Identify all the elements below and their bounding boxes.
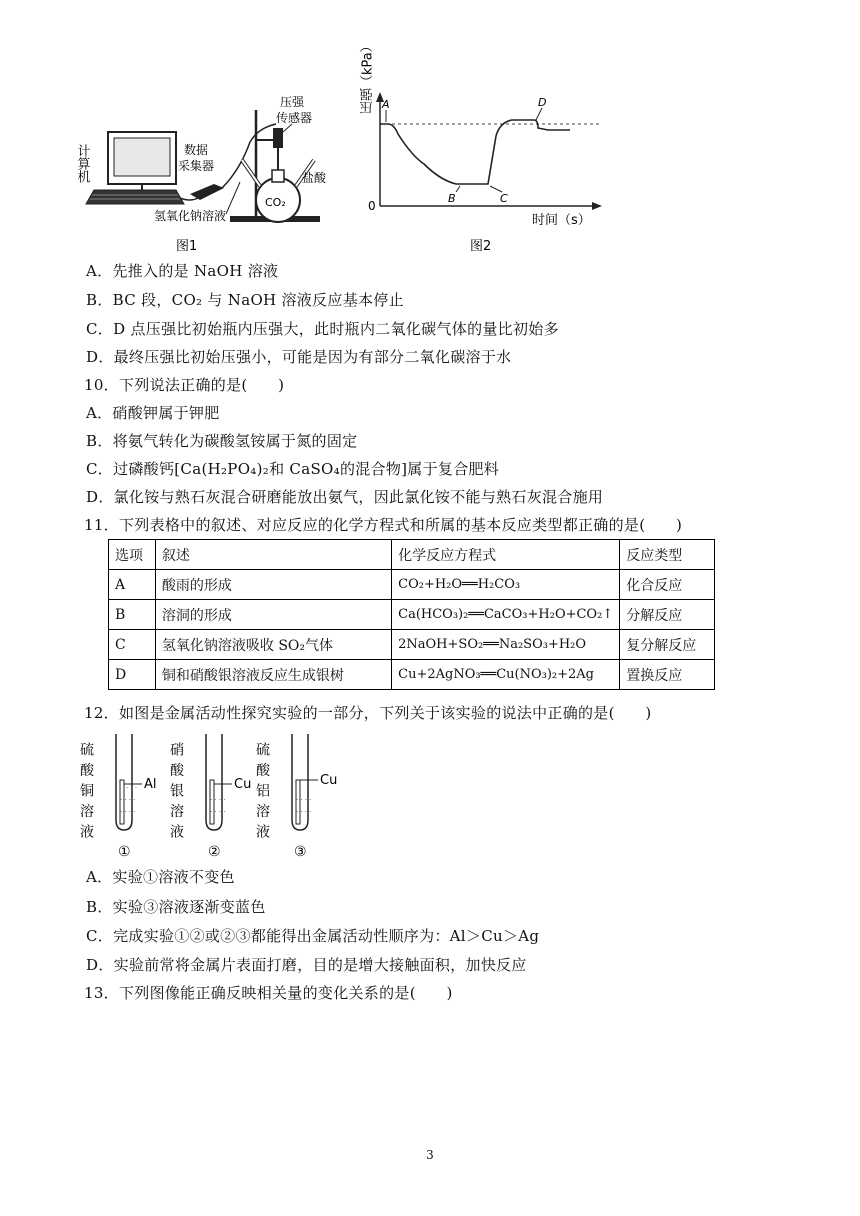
table-cell: A	[109, 570, 156, 600]
q11-table	[108, 539, 715, 690]
q12-title: 12．如图是金属活动性探究实验的一部分，下列关于该实验的说法中正确的是( )	[84, 704, 652, 722]
table-header: 选项	[109, 540, 156, 570]
table-header: 化学反应方程式	[392, 540, 620, 570]
q12-option-d: D．实验前常将金属片表面打磨，目的是增大接触面积，加快反应	[86, 956, 527, 974]
tube2-solution-label: 硝酸银溶液	[168, 742, 184, 838]
q11-title: 11．下列表格中的叙述、对应反应的化学方程式和所属的基本反应类型都正确的是( )	[84, 516, 683, 534]
figure-1-apparatus	[74, 90, 340, 258]
svg-text:· · · ·: · · · ·	[296, 796, 312, 804]
data-collector-icon	[190, 184, 224, 200]
point-d-label: D	[538, 96, 547, 109]
table-cell: B	[109, 600, 156, 630]
q12-option-b: B．实验③溶液逐渐变蓝色	[86, 898, 266, 916]
svg-text:· · · ·: · · · ·	[120, 808, 136, 816]
table-header: 叙述	[155, 540, 391, 570]
q12-option-a: A．实验①溶液不变色	[86, 868, 235, 886]
tube3-solution-label: 硫酸铝溶液	[254, 742, 270, 838]
q13-title: 13．下列图像能正确反映相关量的变化关系的是( )	[84, 984, 453, 1002]
pressure-curve	[380, 120, 570, 184]
computer-icon	[86, 132, 184, 204]
table-row	[109, 660, 715, 690]
tube1-metal-label: Al	[144, 777, 157, 792]
svg-text:· · · ·: · · · ·	[296, 808, 312, 816]
tube3-number: ③	[294, 844, 307, 860]
pressure-sensor-icon	[273, 128, 283, 174]
table-cell: CO₂+H₂O══H₂CO₃	[392, 570, 620, 600]
table-cell: Cu+2AgNO₃══Cu(NO₃)₂+2Ag	[392, 660, 620, 690]
svg-text:· · ·: · · ·	[126, 784, 138, 792]
tube2-number: ②	[208, 844, 221, 860]
y-axis-label: 压强（kPa）	[360, 39, 376, 114]
naoh-label: 氢氧化钠溶液	[154, 209, 227, 223]
figure1-caption: 图1	[176, 239, 198, 254]
tube3-metal-label: Cu	[320, 773, 338, 788]
q12-test-tubes	[80, 728, 350, 862]
table-cell: 置换反应	[620, 660, 715, 690]
tube2-metal-label: Cu	[234, 777, 252, 792]
page-number: 3	[426, 1148, 434, 1162]
tube1-number: ①	[118, 844, 131, 860]
q9-option-c: C．D 点压强比初始瓶内压强大，此时瓶内二氧化碳气体的量比初始多	[86, 320, 559, 338]
table-cell: 氢氧化钠溶液吸收 SO₂气体	[155, 630, 391, 660]
table-cell: 化合反应	[620, 570, 715, 600]
table-cell: 酸雨的形成	[155, 570, 391, 600]
q9-option-b: B．BC 段，CO₂ 与 NaOH 溶液反应基本停止	[86, 291, 404, 309]
point-c-label: C	[500, 192, 508, 205]
q10-option-c: C．过磷酸钙[Ca(H₂PO₄)₂和 CaSO₄的混合物]属于复合肥料	[86, 460, 500, 478]
hcl-label: 盐酸	[302, 171, 327, 185]
svg-text:· · · ·: · · · ·	[120, 796, 136, 804]
table-header-row	[109, 540, 715, 570]
table-row	[109, 630, 715, 660]
q10-option-d: D．氯化铵与熟石灰混合研磨能放出氨气，因此氯化铵不能与熟石灰混合施用	[86, 488, 604, 506]
flask-icon	[242, 160, 314, 222]
test-tube-2	[168, 734, 251, 860]
sensor-label-2: 传感器	[276, 111, 313, 125]
table-cell: D	[109, 660, 156, 690]
tube1-solution-label: 硫酸铜溶液	[78, 742, 94, 838]
q10-option-a: A．硝酸钾属于钾肥	[86, 404, 220, 422]
table-row	[109, 600, 715, 630]
table-cell: 铜和硝酸银溶液反应生成银树	[155, 660, 391, 690]
computer-label: 计算机	[74, 144, 90, 183]
figure-2-pressure-graph	[348, 39, 618, 258]
table-cell: 复分解反应	[620, 630, 715, 660]
q10-title: 10．下列说法正确的是( )	[84, 376, 285, 394]
x-axis-label: 时间（s）	[532, 213, 591, 228]
table-row	[109, 570, 715, 600]
svg-text:· · · ·: · · · ·	[210, 808, 226, 816]
test-tube-1	[78, 734, 157, 860]
collector-label-1: 数据	[184, 143, 209, 157]
sensor-label-1: 压强	[280, 95, 305, 109]
figure2-caption: 图2	[470, 239, 492, 254]
point-a-label: A	[382, 98, 390, 111]
test-tube-3	[254, 734, 337, 860]
q9-option-a: A．先推入的是 NaOH 溶液	[86, 262, 279, 280]
point-b-label: B	[448, 192, 456, 205]
q10-option-b: B．将氨气转化为碳酸氢铵属于氮的固定	[86, 432, 358, 450]
collector-label-2: 采集器	[178, 159, 215, 173]
table-cell: Ca(HCO₃)₂══CaCO₃+H₂O+CO₂↑	[392, 600, 620, 630]
table-cell: 溶洞的形成	[155, 600, 391, 630]
x-axis	[380, 202, 602, 210]
q9-option-d: D．最终压强比初始压强小，可能是因为有部分二氧化碳溶于水	[86, 348, 512, 366]
table-cell: C	[109, 630, 156, 660]
origin-label: 0	[368, 199, 376, 213]
co2-label: CO₂	[265, 196, 286, 209]
svg-text:· · · ·: · · · ·	[210, 796, 226, 804]
table-cell: 2NaOH+SO₂══Na₂SO₃+H₂O	[392, 630, 620, 660]
table-header: 反应类型	[620, 540, 715, 570]
q12-option-c: C．完成实验①②或②③都能得出金属活动性顺序为：Al＞Cu＞Ag	[86, 927, 540, 945]
table-cell: 分解反应	[620, 600, 715, 630]
